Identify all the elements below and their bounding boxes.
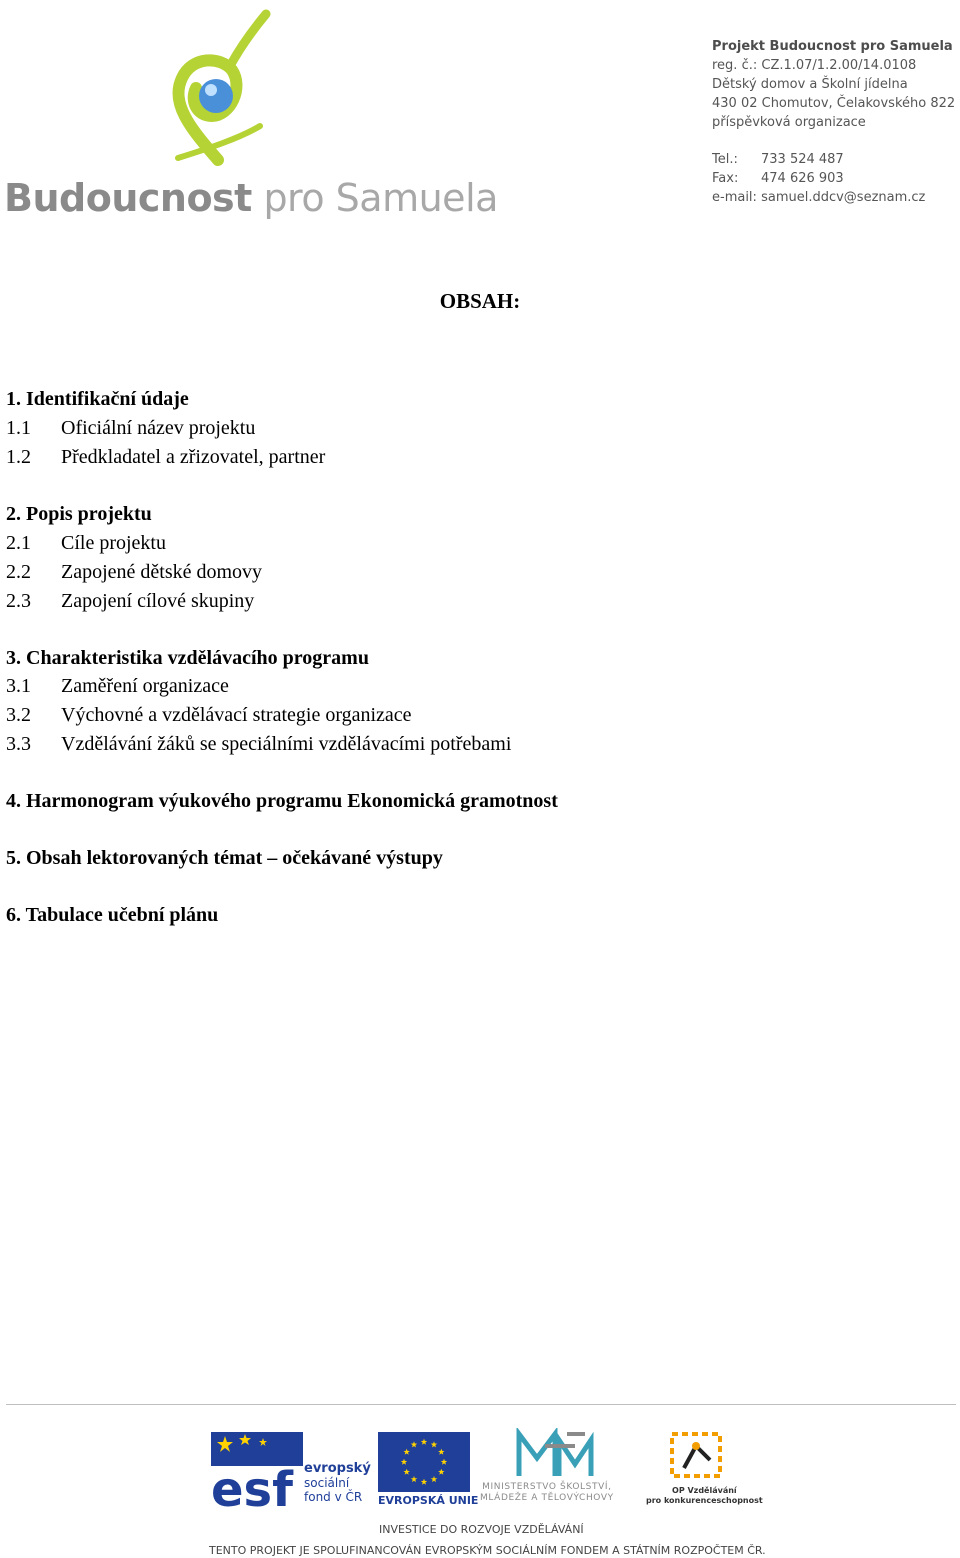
- msmt-caption: [480, 1482, 614, 1504]
- esf-line-1: evropský: [304, 1461, 371, 1476]
- msmt-line-1: MINISTERSTVO ŠKOLSTVÍ,: [482, 1482, 612, 1492]
- eu-flag-icon: [378, 1432, 470, 1492]
- toc-text: Zapojení cílové skupiny: [61, 590, 255, 612]
- leaf-drop-logo-icon: [160, 8, 280, 168]
- fax-value: 474 626 903: [761, 171, 844, 186]
- msmt-logo-icon: [515, 1428, 599, 1480]
- toc-text: Obsah lektorovaných témat – očekávané výstupy: [26, 847, 443, 869]
- registration-number: reg. č.: CZ.1.07/1.2.00/14.0108: [712, 58, 917, 73]
- msmt-line-2: MLÁDEŽE A TĚLOVÝCHOVY: [480, 1493, 614, 1503]
- eu-label: EVROPSKÁ UNIE: [378, 1494, 479, 1507]
- organization-type: příspěvková organizace: [712, 115, 866, 130]
- contact-block: [712, 37, 955, 207]
- toc-section: [6, 646, 369, 670]
- toc-section: [6, 502, 152, 526]
- toc-text: Zapojené dětské domovy: [61, 561, 263, 583]
- toc-number: 4.: [6, 790, 21, 812]
- organization-name: Dětský domov a Školní jídelna: [712, 77, 908, 92]
- toc-number: 3.1: [6, 675, 31, 697]
- toc-section: [6, 387, 189, 411]
- op-line-1: OP Vzdělávání: [672, 1486, 737, 1495]
- investment-slogan: INVESTICE DO ROZVOJE VZDĚLÁVÁNÍ: [379, 1523, 584, 1536]
- toc-number: 2.1: [6, 532, 31, 554]
- phone-value: 733 524 487: [761, 152, 844, 167]
- toc-text: Popis projektu: [26, 503, 152, 525]
- toc-text: Předkladatel a zřizovatel, partner: [61, 446, 326, 468]
- toc-text: Identifikační údaje: [26, 388, 189, 410]
- op-caption: [646, 1486, 763, 1506]
- email-row: [712, 188, 955, 207]
- esf-line-3: fond v ČR: [304, 1490, 363, 1504]
- toc-text: Zaměření organizace: [61, 675, 229, 697]
- toc-subsection: [6, 560, 262, 584]
- toc-subsection: [6, 589, 254, 613]
- toc-text: Výchovné a vzdělávací strategie organizace: [61, 704, 412, 726]
- toc-number: 3.: [6, 647, 21, 669]
- toc-number: 5.: [6, 847, 21, 869]
- toc-subsection: [6, 703, 412, 727]
- toc-subsection: [6, 416, 255, 440]
- email-label: e-mail:: [712, 190, 757, 205]
- toc-section: [6, 789, 558, 813]
- toc-number: 3.3: [6, 733, 31, 755]
- svg-text:esf: esf: [211, 1462, 294, 1508]
- toc-text: Vzdělávání žáků se speciálními vzdělávacími potřebami: [61, 733, 512, 755]
- funding-logos: [0, 1420, 960, 1520]
- toc-number: 6.: [6, 904, 21, 926]
- toc-number: 1.: [6, 388, 21, 410]
- toc-text: Harmonogram výukového programu Ekonomická gramotnost: [26, 790, 558, 812]
- toc-text: Cíle projektu: [61, 532, 166, 554]
- esf-line-2: sociální: [304, 1476, 350, 1490]
- cofinancing-statement: TENTO PROJEKT JE SPOLUFINANCOVÁN EVROPSKÝM SOCIÁLNÍM FONDEM A STÁTNÍM ROZPOČTEM ČR.: [209, 1544, 766, 1557]
- toc-text: Tabulace učební plánu: [25, 904, 219, 926]
- toc-subsection: [6, 674, 229, 698]
- toc-number: 2.: [6, 503, 21, 525]
- esf-logo-icon: [211, 1432, 303, 1508]
- phone-label: Tel.:: [712, 152, 738, 167]
- toc-number: 2.2: [6, 561, 31, 583]
- toc-number: 1.2: [6, 446, 31, 468]
- logo-word-light: pro Samuela: [251, 176, 498, 220]
- project-title: Projekt Budoucnost pro Samuela: [712, 39, 953, 54]
- op-vzdelavani-logo-icon: [666, 1428, 730, 1484]
- fax-label: Fax:: [712, 171, 739, 186]
- op-line-2: pro konkurenceschopnost: [646, 1496, 763, 1505]
- toc-subsection: [6, 531, 166, 555]
- footer-divider: [6, 1404, 956, 1405]
- toc-subsection: [6, 732, 511, 756]
- toc-section: [6, 846, 443, 870]
- page-title: OBSAH:: [439, 289, 521, 313]
- phone-row: [712, 150, 955, 169]
- toc-section: [6, 903, 218, 927]
- toc-number: 3.2: [6, 704, 31, 726]
- logo-wordmark: [4, 176, 498, 220]
- organization-address: 430 02 Chomutov, Čelakovského 822: [712, 96, 956, 111]
- toc-text: Charakteristika vzdělávacího programu: [26, 647, 369, 669]
- project-logo: [0, 8, 498, 220]
- esf-caption: [304, 1462, 371, 1504]
- toc-number: 2.3: [6, 590, 31, 612]
- toc-subsection: [6, 445, 325, 469]
- fax-row: [712, 169, 955, 188]
- email-value[interactable]: samuel.ddcv@seznam.cz: [761, 190, 926, 205]
- toc-text: Oficiální název projektu: [61, 417, 256, 439]
- toc-number: 1.1: [6, 417, 31, 439]
- logo-word-bold: Budoucnost: [4, 176, 252, 220]
